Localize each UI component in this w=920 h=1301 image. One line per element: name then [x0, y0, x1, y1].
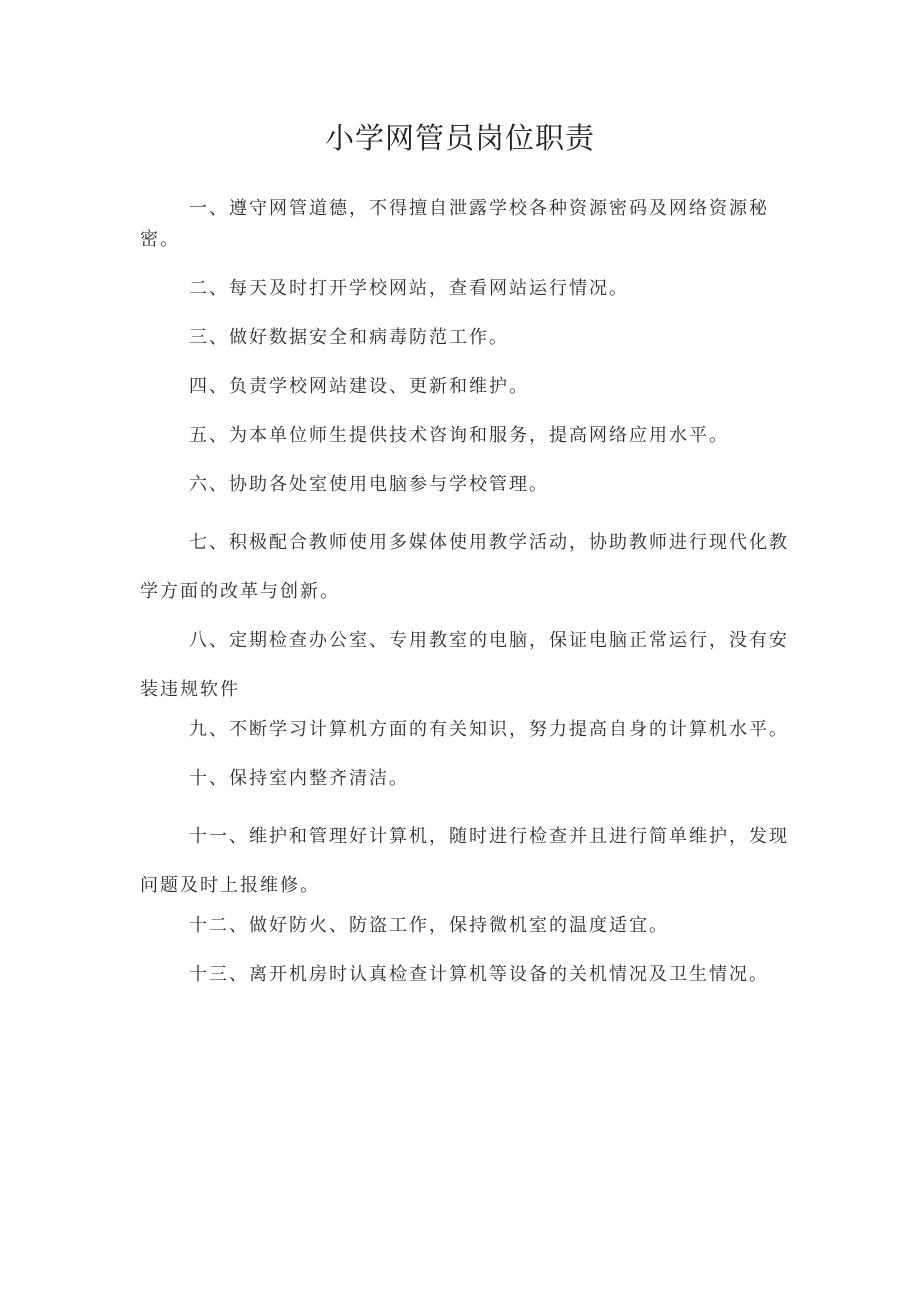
- duty-item-11: 十一、维护和管理好计算机，随时进行检查并且进行简单维护，发现问题及时上报维修。: [140, 826, 789, 896]
- duty-item-5: 五、为本单位师生提供技术咨询和服务，提高网络应用水平。: [189, 425, 729, 446]
- duty-item-10: 十、保持室内整齐清洁。: [189, 768, 409, 789]
- duty-item-12: 十二、做好防火、防盗工作，保持微机室的温度适宜。: [189, 915, 669, 936]
- duty-item-8: 八、定期检查办公室、专用教室的电脑，保证电脑正常运行，没有安装违规软件: [140, 630, 789, 700]
- duty-item-1: 一、遵守网管道德，不得擅自泄露学校各种资源密码及网络资源秘密。: [140, 198, 769, 250]
- duty-item-7: 七、积极配合教师使用多媒体使用教学活动，协助教师进行现代化教学方面的改革与创新。: [140, 532, 789, 602]
- page-title: 小学网管员岗位职责: [324, 121, 595, 155]
- duty-item-3: 三、做好数据安全和病毒防范工作。: [189, 327, 509, 348]
- duty-item-6: 六、协助各处室使用电脑参与学校管理。: [189, 474, 549, 495]
- duty-item-2: 二、每天及时打开学校网站，查看网站运行情况。: [189, 278, 629, 299]
- duty-item-13: 十三、离开机房时认真检查计算机等设备的关机情况及卫生情况。: [189, 964, 769, 985]
- duties-list: [140, 193, 800, 1008]
- duty-item-4: 四、负责学校网站建设、更新和维护。: [189, 376, 529, 397]
- duty-item-9: 九、不断学习计算机方面的有关知识，努力提高自身的计算机水平。: [189, 719, 789, 740]
